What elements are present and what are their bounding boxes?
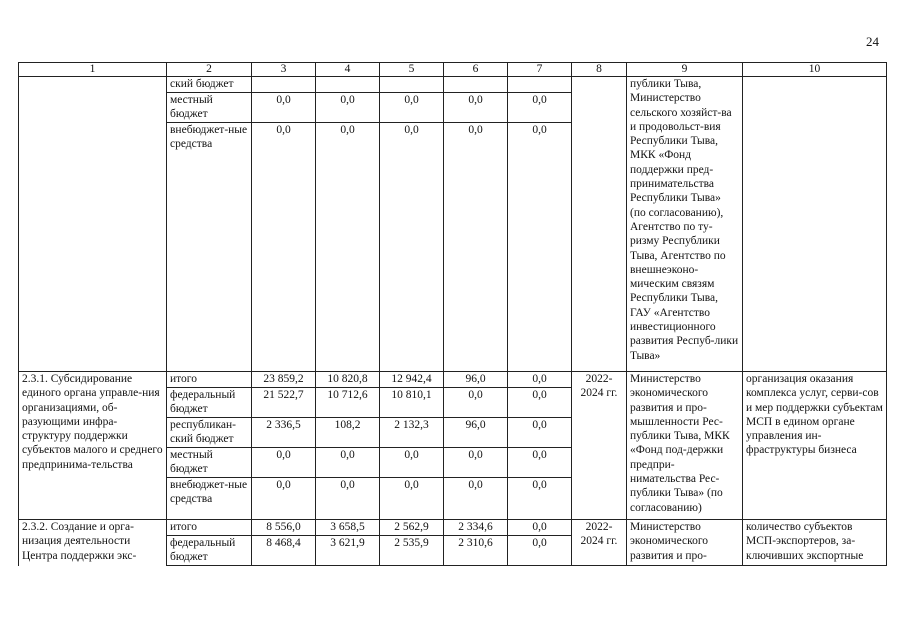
executor-cell: Министерство экономического развития и про-мышленности Рес-публики Тыва, МКК «Фонд под-держки предпри-нимательства Рес-публики Тыва» (по согласованию) (627, 372, 743, 520)
header-cell: 10 (743, 63, 887, 77)
value-cell: 0,0 (508, 93, 572, 123)
result-cell: количество субъектов МСП-экспортеров, за-ключивших экспортные (743, 520, 887, 566)
value-cell: 0,0 (252, 93, 316, 123)
value-cell: 0,0 (380, 478, 444, 520)
header-row (19, 63, 887, 77)
header-cell: 5 (380, 63, 444, 77)
header-cell: 7 (508, 63, 572, 77)
value-cell (444, 77, 508, 93)
header-cell: 9 (627, 63, 743, 77)
header-cell: 8 (572, 63, 627, 77)
value-cell: 0,0 (380, 123, 444, 372)
table-row (19, 520, 887, 536)
value-cell: 2 334,6 (444, 520, 508, 536)
value-cell: 0,0 (316, 448, 380, 478)
funding-source: итого (167, 520, 252, 536)
value-cell: 0,0 (380, 93, 444, 123)
executor-cell: публики Тыва, Министерство сельского хозяйст-ва и продовольст-вия Республики Тыва, МКК «Фонд поддержки пред-принимательства Республики Тыва» (по согласованию), Агентство по ту-ризму Республики Тыва, Агентство по внешнеэконо-мическим связям Республики Тыва, ГАУ «Агентство инвестиционного развития Респуб-лики Тыва» (627, 77, 743, 372)
value-cell: 0,0 (508, 520, 572, 536)
measure-name-cell: 2.3.2. Создание и орга-низация деятельности Центра поддержки экс- (19, 520, 167, 566)
value-cell: 0,0 (508, 388, 572, 418)
period-cell: 2022-2024 гг. (572, 520, 627, 566)
value-cell: 0,0 (444, 388, 508, 418)
budget-table (18, 62, 887, 566)
header-cell: 1 (19, 63, 167, 77)
period-cell (572, 77, 627, 372)
value-cell: 0,0 (444, 448, 508, 478)
value-cell: 2 336,5 (252, 418, 316, 448)
result-cell (743, 77, 887, 372)
value-cell: 8 556,0 (252, 520, 316, 536)
value-cell: 10 820,8 (316, 372, 380, 388)
header-cell: 4 (316, 63, 380, 77)
period-cell: 2022-2024 гг. (572, 372, 627, 520)
funding-source: итого (167, 372, 252, 388)
measure-name-cell: 2.3.1. Субсидирование единого органа управле-ния организациями, об-разующими инфра-структуру поддержки субъектов малого и среднего предпринима-тельства (19, 372, 167, 520)
value-cell: 2 132,3 (380, 418, 444, 448)
value-cell: 0,0 (508, 418, 572, 448)
value-cell: 0,0 (508, 123, 572, 372)
measure-name-cell (19, 77, 167, 372)
value-cell: 10 712,6 (316, 388, 380, 418)
value-cell: 0,0 (316, 93, 380, 123)
value-cell: 23 859,2 (252, 372, 316, 388)
value-cell: 2 562,9 (380, 520, 444, 536)
value-cell: 0,0 (252, 123, 316, 372)
value-cell: 96,0 (444, 372, 508, 388)
value-cell (252, 77, 316, 93)
value-cell: 0,0 (444, 123, 508, 372)
funding-source: федеральный бюджет (167, 388, 252, 418)
value-cell (380, 77, 444, 93)
funding-source: внебюджет-ные средства (167, 478, 252, 520)
funding-source: ский бюджет (167, 77, 252, 93)
value-cell: 0,0 (508, 372, 572, 388)
table-row (19, 77, 887, 93)
value-cell: 21 522,7 (252, 388, 316, 418)
funding-source: республикан-ский бюджет (167, 418, 252, 448)
value-cell: 10 810,1 (380, 388, 444, 418)
value-cell: 2 310,6 (444, 536, 508, 566)
header-cell: 6 (444, 63, 508, 77)
header-cell: 3 (252, 63, 316, 77)
page-number: 24 (866, 34, 879, 49)
value-cell: 0,0 (508, 478, 572, 520)
value-cell: 0,0 (252, 448, 316, 478)
funding-source: федеральный бюджет (167, 536, 252, 566)
table-row (19, 372, 887, 388)
header-cell: 2 (167, 63, 252, 77)
funding-source: внебюджет-ные средства (167, 123, 252, 372)
executor-cell: Министерство экономического развития и про- (627, 520, 743, 566)
value-cell: 12 942,4 (380, 372, 444, 388)
value-cell: 2 535,9 (380, 536, 444, 566)
value-cell (316, 77, 380, 93)
value-cell: 0,0 (252, 478, 316, 520)
value-cell: 0,0 (508, 448, 572, 478)
value-cell: 0,0 (508, 536, 572, 566)
funding-source: местный бюджет (167, 93, 252, 123)
value-cell: 108,2 (316, 418, 380, 448)
value-cell: 0,0 (380, 448, 444, 478)
value-cell (508, 77, 572, 93)
result-cell: организация оказания комплекса услуг, серви-сов и мер поддержки субъектам МСП в едином органе управления ин-фраструктуры бизнеса (743, 372, 887, 520)
value-cell: 0,0 (316, 478, 380, 520)
value-cell: 0,0 (444, 93, 508, 123)
value-cell: 96,0 (444, 418, 508, 448)
value-cell: 0,0 (444, 478, 508, 520)
value-cell: 3 658,5 (316, 520, 380, 536)
value-cell: 3 621,9 (316, 536, 380, 566)
funding-source: местный бюджет (167, 448, 252, 478)
value-cell: 0,0 (316, 123, 380, 372)
value-cell: 8 468,4 (252, 536, 316, 566)
